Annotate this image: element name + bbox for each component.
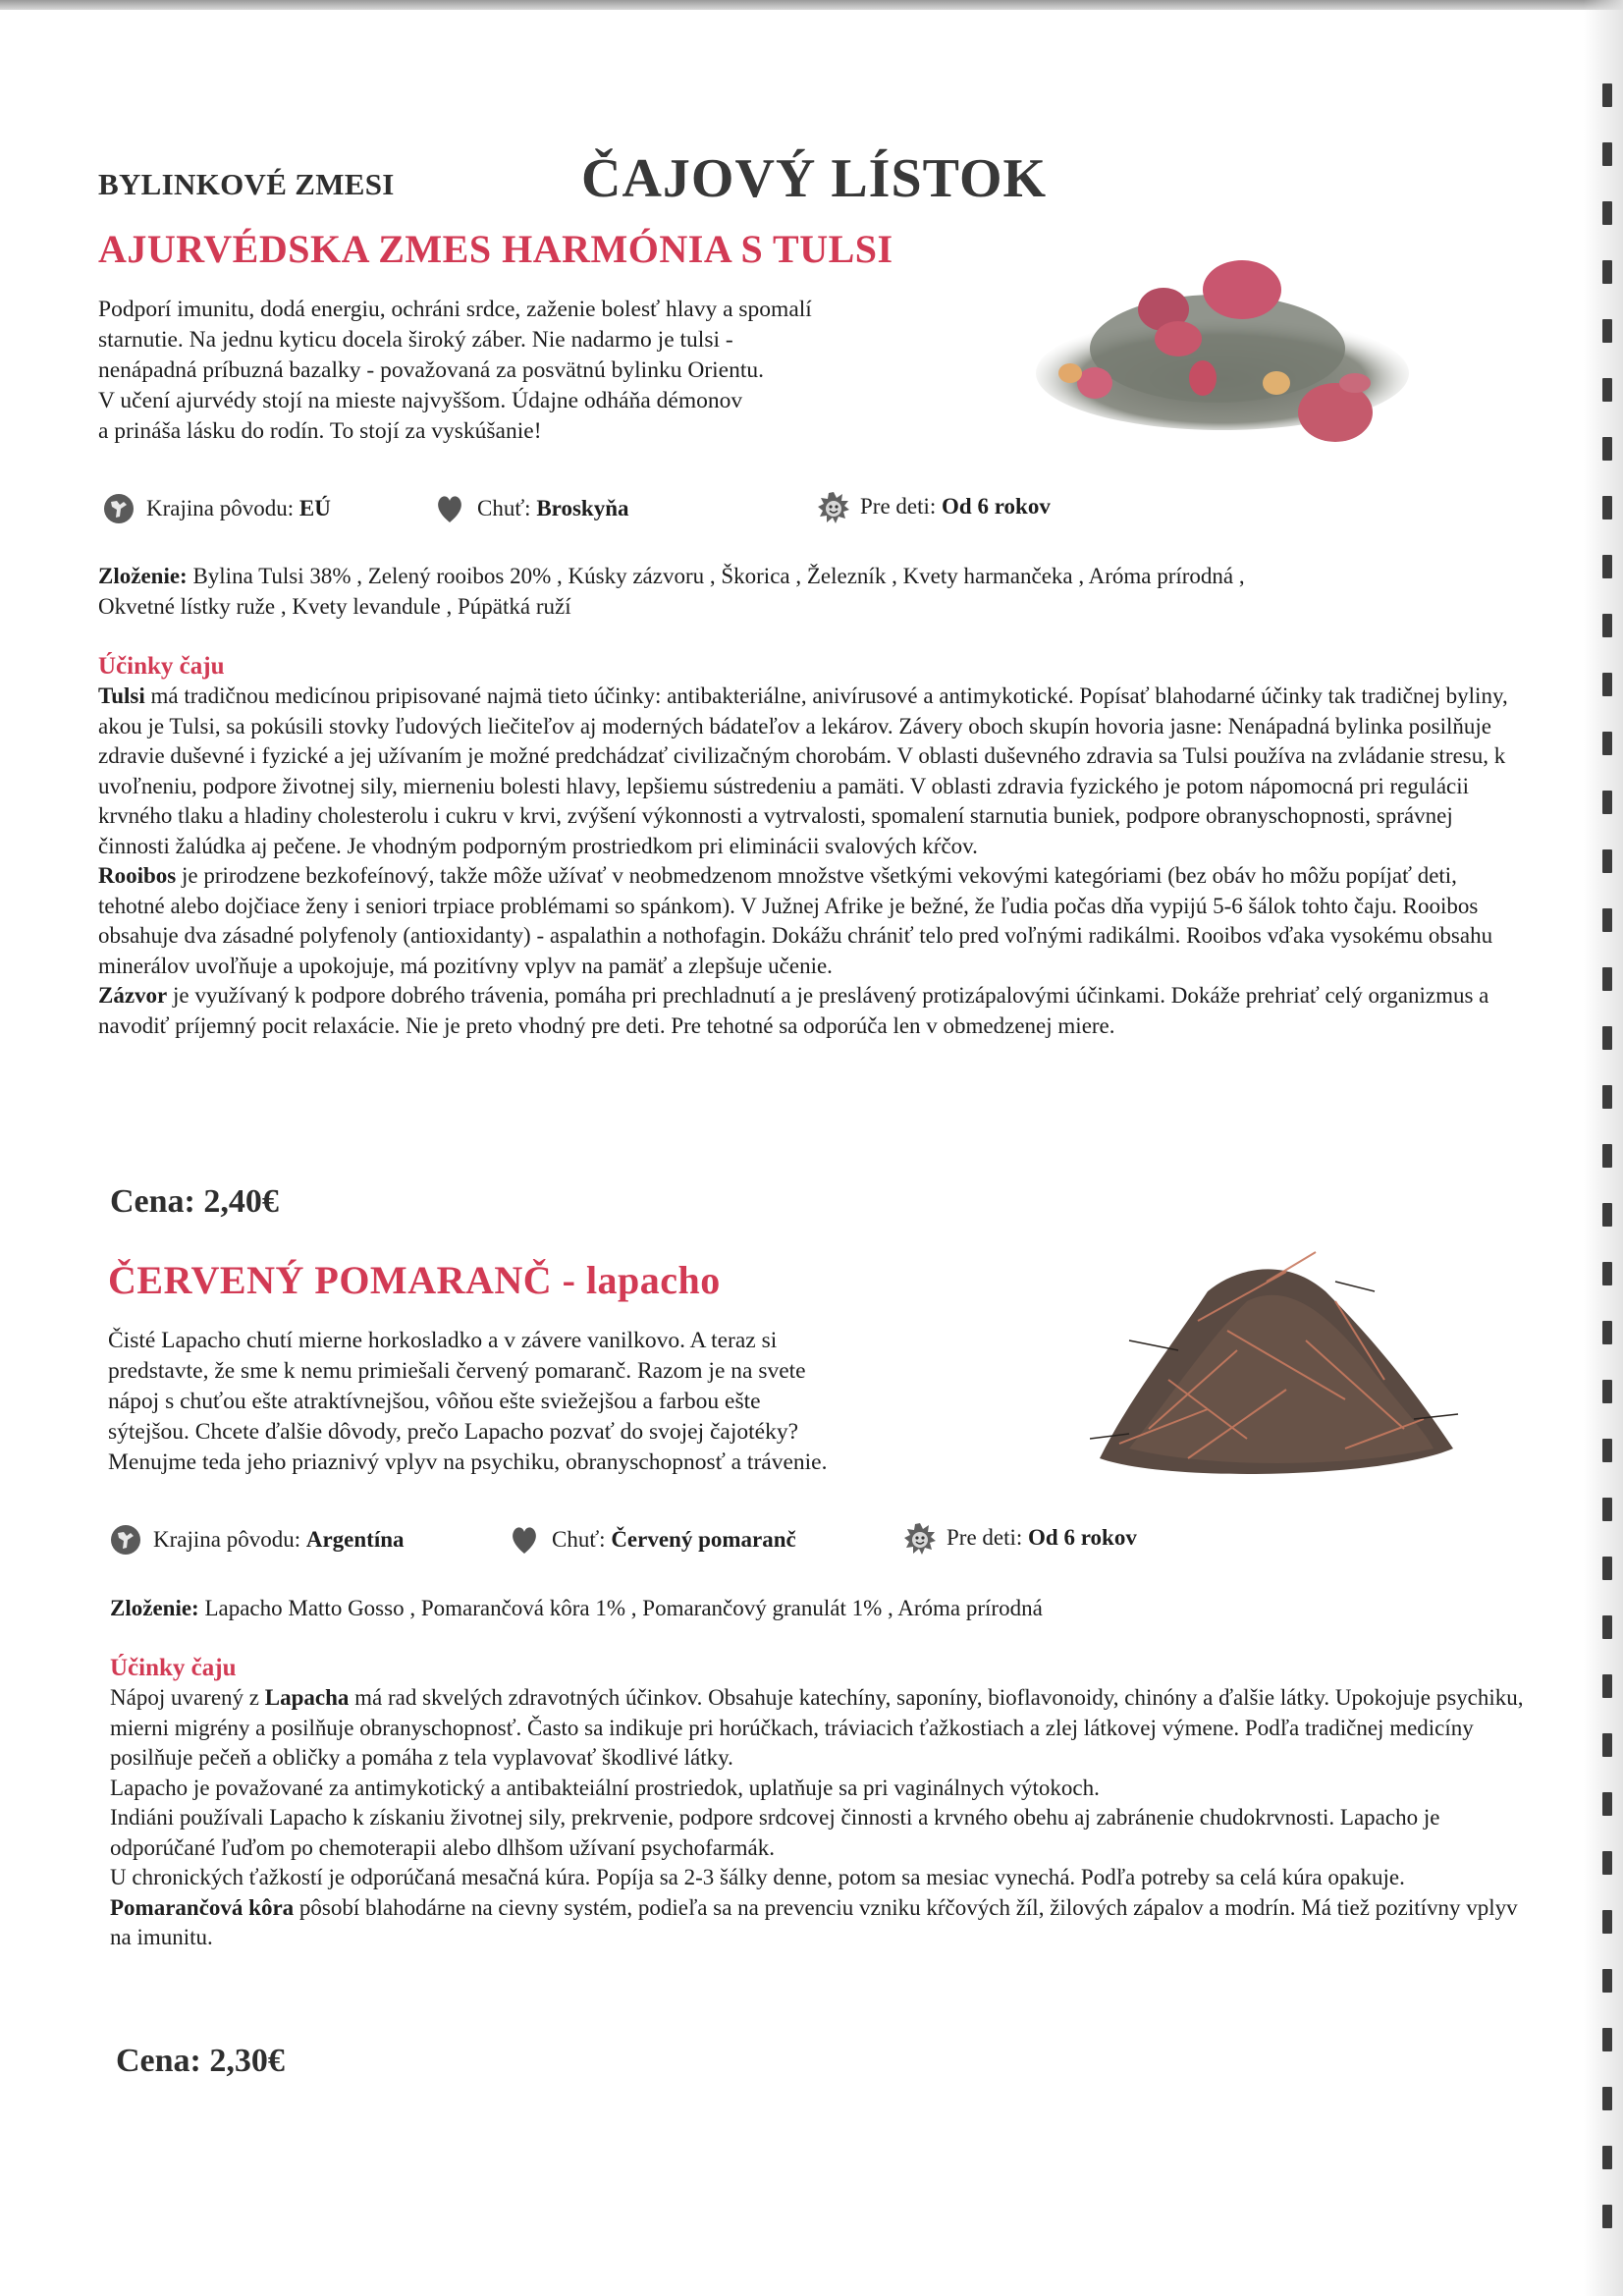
smiling-sun-icon (817, 491, 848, 522)
binding-hole (1602, 437, 1612, 461)
composition-line (110, 1593, 1524, 1623)
description-line: Menujme teda jeho priaznivý vplyv na psychiku, obranyschopnosť a trávenie. (108, 1449, 828, 1475)
description-line: nápoj s chuťou ešte atraktívnejšou, vôňou ešte sviežejšou a farbou ešte (108, 1389, 761, 1414)
description-line: sýtejšou. Chcete ďalšie dôvody, prečo Lapacho pozvať do svojej čajotéky? (108, 1419, 799, 1445)
kids-label: Pre deti: (947, 1525, 1023, 1550)
taste-label: Chuť: (552, 1527, 606, 1552)
composition-line (98, 561, 1551, 591)
binding-hole (1602, 2087, 1612, 2110)
description-line: Čisté Lapacho chutí mierne horkosladko a v závere vanilkovo. A teraz si (108, 1328, 778, 1353)
origin-label: Krajina pôvodu: (153, 1527, 301, 1552)
binding-hole (1602, 555, 1612, 578)
product-price: Cena: 2,40€ (110, 1183, 279, 1220)
binding-hole (1602, 2146, 1612, 2169)
origin-info (110, 1524, 405, 1556)
kids-info (903, 1522, 1137, 1554)
binding-holes (1602, 83, 1614, 2264)
composition-label: Zloženie: (98, 564, 188, 588)
effect-text: má rad skvelých zdravotných účinkov. Obsahuje katechíny, saponíny, bioflavonoidy, chinóny a ďalšie látky. Upokojuje psychiku, mierni migrény a posilňuje obranyschopnosť. Často sa indikuje pri horúčkach, tráviacich ťažkostiach a zlej látkovej výmene. Podľa tradičnej medicíny posilňuje pečeň a obličky a pomáha z tela vyplavovať škodlivé látky. (110, 1685, 1524, 1770)
binding-hole (1602, 201, 1612, 225)
kids-info (817, 491, 1051, 522)
effects-heading: Účinky čaju (98, 653, 225, 680)
taste-label: Chuť: (477, 496, 531, 520)
taste-value: Broskyňa (536, 496, 629, 520)
binding-hole (1602, 260, 1612, 284)
effect-paragraph (110, 1683, 1524, 1774)
binding-hole (1602, 1851, 1612, 1875)
binding-hole (1602, 908, 1612, 932)
taste-info (434, 493, 628, 524)
product-price: Cena: 2,30€ (116, 2043, 285, 2079)
origin-label: Krajina pôvodu: (146, 496, 295, 520)
kids-label: Pre deti: (860, 494, 937, 519)
description-line: predstavte, že sme k nemu primiešali červený pomaranč. Razom je na svete (108, 1358, 806, 1384)
binding-hole (1602, 1910, 1612, 1934)
effect-text: Indiáni používali Lapacho k získaniu životnej sily, prekrvenie, podpore srdcovej činnosti a krvného obehu aj zabránenie chudokrvnosti. Lapacho je odporúčané ľuďom po chemoterapii alebo dlhšom užívaní psychofarmák. (110, 1805, 1440, 1860)
binding-hole (1602, 849, 1612, 873)
smiling-sun-icon (903, 1522, 935, 1554)
scan-top-edge (0, 0, 1623, 10)
composition-label: Zloženie: (110, 1596, 199, 1620)
binding-hole (1602, 1557, 1612, 1580)
binding-hole (1602, 1615, 1612, 1639)
composition (98, 561, 1551, 622)
binding-hole (1602, 791, 1612, 814)
effect-text: U chronických ťažkostí je odporúčaná mesačná kúra. Popíja sa 2-3 šálky denne, potom sa mesiac vynechá. Podľa potreby sa celá kúra opakuje. (110, 1865, 1405, 1889)
composition-text: Bylina Tulsi 38% , Zelený rooibos 20% , Kúsky zázvoru , Škorica , Železník , Kvety harmančeka , Aróma prírodná , (192, 564, 1245, 588)
effect-ingredient: Pomarančová kôra (110, 1894, 295, 1920)
effect-text: má tradičnou medicínou pripisované najmä tieto účinky: antibakteriálne, anivírusové a antimykotické. Popísať blahodarné účinky tak tradičnej byliny, akou je Tulsi, sa pokúsili stovky ľudových liečiteľov aj moderných bádateľov a lekárov. Závery oboch skupín hovoria jasne: Nenápadná bylinka posilňuje zdravie duševné i fyzické a jej užívaním je možné predchádzať civilizačným chorobám. V oblasti duševného zdravia sa Tulsi používa na zvládanie stresu, k uvoľneniu, podpore životnej sily, mierneniu bolesti hlavy, lepšiemu sústredeniu a pamäti. V oblasti zdravia fyzického je potom nápomocná pri regulácii krvného tlaku a hladiny cholesterolu i cukru v krvi, zvýšení výkonnosti a vytrvalosti, spomalení starnutia buniek, podpore obranyschopnosti, správnej činnosti žalúdka aj pečene. Je vhodným podporným prostriedkom pri eliminácii svalových kŕčov. (98, 683, 1508, 858)
lapacho-image-svg (1090, 1232, 1463, 1498)
effect-ingredient: Zázvor (98, 983, 168, 1008)
taste-value: Červený pomaranč (611, 1527, 796, 1552)
origin-info (103, 493, 331, 524)
kids-value: Od 6 rokov (1028, 1525, 1137, 1550)
description-line: V učení ajurvédy stojí na mieste najvyššom. Údajne odháňa démonov (98, 388, 743, 413)
effects-heading: Účinky čaju (110, 1655, 237, 1681)
composition-text: Lapacho Matto Gosso , Pomarančová kôra 1% , Pomarančový granulát 1% , Aróma prírodná (204, 1596, 1043, 1620)
tea-blend-image-svg (1021, 236, 1434, 452)
binding-hole (1602, 1969, 1612, 1993)
heart-icon (509, 1524, 540, 1556)
composition (110, 1593, 1524, 1623)
binding-hole (1602, 2028, 1612, 2051)
category-heading: BYLINKOVÉ ZMESI (98, 167, 395, 201)
product-description (98, 295, 1021, 447)
effect-paragraph (110, 1774, 1524, 1804)
effect-paragraph (98, 861, 1512, 981)
binding-hole (1602, 1380, 1612, 1403)
description-line: a prináša lásku do rodín. To stojí za vyskúšanie! (98, 418, 542, 444)
taste-info (509, 1524, 796, 1556)
heart-icon (434, 493, 465, 524)
binding-hole (1602, 2205, 1612, 2228)
effect-text: je využívaný k podpore dobrého trávenia, pomáha pri prechladnutí a je preslávený protizápalovými účinkami. Dokáže prehriať celý organizmus a navodiť príjemný pocit relaxácie. Nie je preto vhodný pre deti. Pre tehotné sa odporúča len v obmedzenej miere. (98, 983, 1489, 1038)
binding-hole (1602, 1203, 1612, 1227)
binding-hole (1602, 142, 1612, 166)
effects-text (98, 682, 1512, 1041)
effect-ingredient: Tulsi (98, 683, 145, 708)
effect-text: je prirodzene bezkofeínový, takže môže užívať v neobmedzenom množstve všetkými vekovými kategóriami (bez obáv ho môžu popíjať deti, tehotné alebo dojčiace ženy i seniori trpiace problémami so spánkom). V Južnej Afrike je bežné, že ľudia počas dňa vypijú 5-6 šálok tohto čaju. Rooibos obsahuje dva zásadné polyfenoly (antioxidanty) - aspalathin a nothofagin. Dokážu chrániť telo pred voľnými radikálmi. Rooibos vďaka vysokému obsahu minerálov uvoľňuje a upokojuje, má pozitívny vplyv na pamäť a zlepšuje učenie. (98, 863, 1493, 978)
binding-hole (1602, 83, 1612, 107)
binding-hole (1602, 496, 1612, 519)
globe-icon (103, 493, 135, 524)
binding-hole (1602, 967, 1612, 991)
binding-hole (1602, 1144, 1612, 1168)
product-title: ČERVENÝ POMARANČ - lapacho (108, 1258, 721, 1302)
lapacho-tea-pile-image (1090, 1232, 1463, 1498)
origin-value: EÚ (298, 496, 331, 520)
effect-paragraph (98, 682, 1512, 861)
binding-hole (1602, 673, 1612, 696)
effect-text-pre: Nápoj uvarený z (110, 1685, 265, 1710)
effect-paragraph (110, 1893, 1524, 1953)
description-line: starnutie. Na jednu kyticu docela široký záber. Nie nadarmo je tulsi - (98, 327, 733, 353)
effect-paragraph (110, 1863, 1524, 1893)
effect-ingredient: Lapacha (264, 1685, 350, 1710)
composition-line: Okvetné lístky ruže , Kvety levandule , Púpätká ruží (98, 594, 571, 619)
product-description (108, 1326, 1070, 1478)
binding-hole (1602, 614, 1612, 637)
globe-icon (110, 1524, 141, 1556)
kids-value: Od 6 rokov (942, 494, 1051, 519)
binding-hole (1602, 1733, 1612, 1757)
tea-blend-rose-buds-image (1021, 236, 1434, 452)
binding-hole (1602, 319, 1612, 343)
binding-hole (1602, 1439, 1612, 1462)
binding-hole (1602, 1674, 1612, 1698)
effect-paragraph (110, 1803, 1524, 1863)
page-title: ČAJOVÝ LÍSTOK (581, 148, 1048, 209)
binding-hole (1602, 1321, 1612, 1344)
effect-text: pôsobí blahodárne na cievny systém, podieľa sa na prevenciu vzniku kŕčových žíl, žilových zápalov a modrín. Má tiež pozitívny vplyv na imunitu. (110, 1894, 1518, 1949)
binding-hole (1602, 1792, 1612, 1816)
binding-hole (1602, 1262, 1612, 1285)
effects-text (110, 1683, 1524, 1953)
binding-hole (1602, 1026, 1612, 1050)
binding-hole (1602, 732, 1612, 755)
effect-ingredient: Rooibos (98, 863, 177, 888)
binding-hole (1602, 1498, 1612, 1521)
description-line: nenápadná príbuzná bazalky - považovaná za posvätnú bylinku Orientu. (98, 357, 764, 383)
effect-paragraph (98, 981, 1512, 1041)
binding-hole (1602, 1085, 1612, 1109)
description-line: Podporí imunitu, dodá energiu, ochráni srdce, zaženie bolesť hlavy a spomalí (98, 297, 812, 322)
product-title: AJURVÉDSKA ZMES HARMÓNIA S TULSI (98, 227, 893, 271)
origin-value: Argentína (305, 1527, 405, 1552)
binding-hole (1602, 378, 1612, 402)
effect-text: Lapacho je považované za antimykotický a antibakteiální prostriedok, uplatňuje sa pri vaginálnych výtokoch. (110, 1775, 1100, 1800)
